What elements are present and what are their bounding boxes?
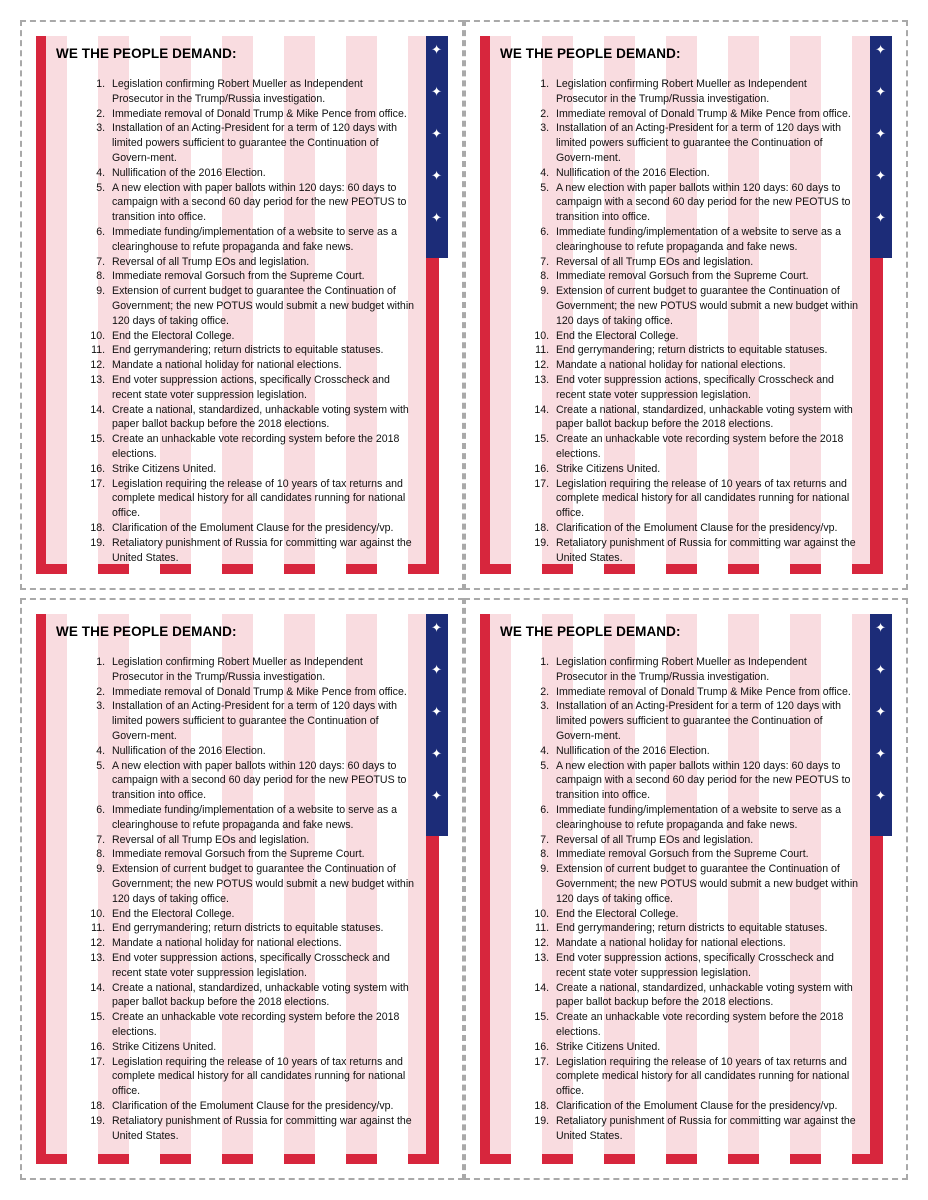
- flyer-title: WE THE PEOPLE DEMAND:: [500, 624, 681, 639]
- demand-item: 14. Create a national, standardized, unhackable voting system with paper ballot backup before the 2018 elections.: [552, 403, 860, 433]
- flyer: [480, 36, 892, 574]
- flyer: [36, 614, 448, 1164]
- demand-item: 3. Installation of an Acting-President for a term of 120 days with limited powers sufficient to guarantee the Continuation of Govern-ment.: [108, 699, 416, 743]
- demand-item: 8. Immediate removal Gorsuch from the Supreme Court.: [108, 269, 416, 284]
- demand-item: 5. A new election with paper ballots within 120 days: 60 days to campaign with a second 60 day period for the new PEOTUS to transition into office.: [108, 181, 416, 225]
- demand-item: 19. Retaliatory punishment of Russia for committing war against the United States.: [108, 1114, 416, 1144]
- star-icon: ✦: [431, 127, 442, 142]
- demand-item: 9. Extension of current budget to guarantee the Continuation of Government; the new POTUS would submit a new budget within 120 days of taking office.: [552, 862, 860, 906]
- demands-list: [56, 77, 416, 565]
- demand-item: 11. End gerrymandering; return districts to equitable statuses.: [552, 921, 860, 936]
- flag-canton: [870, 614, 892, 836]
- star-icon: ✦: [431, 43, 442, 58]
- demand-item: 2. Immediate removal of Donald Trump & Mike Pence from office.: [552, 107, 860, 122]
- demand-item: 6. Immediate funding/implementation of a website to serve as a clearinghouse to refute propaganda and fake news.: [552, 803, 860, 833]
- demands-list: [500, 77, 860, 565]
- star-icon: ✦: [431, 789, 442, 804]
- demand-item: 19. Retaliatory punishment of Russia for committing war against the United States.: [552, 536, 860, 566]
- demand-item: 11. End gerrymandering; return districts to equitable statuses.: [108, 343, 416, 358]
- demand-item: 13. End voter suppression actions, specifically Crosscheck and recent state voter suppression legislation.: [108, 373, 416, 403]
- demand-item: 3. Installation of an Acting-President for a term of 120 days with limited powers sufficient to guarantee the Continuation of Govern-ment.: [108, 121, 416, 165]
- demand-item: 6. Immediate funding/implementation of a website to serve as a clearinghouse to refute propaganda and fake news.: [108, 803, 416, 833]
- demand-item: 19. Retaliatory punishment of Russia for committing war against the United States.: [108, 536, 416, 566]
- demand-item: 7. Reversal of all Trump EOs and legislation.: [552, 833, 860, 848]
- demand-item: 16. Strike Citizens United.: [552, 462, 860, 477]
- star-icon: ✦: [875, 747, 886, 762]
- demand-item: 16. Strike Citizens United.: [108, 462, 416, 477]
- demand-item: 13. End voter suppression actions, specifically Crosscheck and recent state voter suppression legislation.: [108, 951, 416, 981]
- demand-item: 18. Clarification of the Emolument Clause for the presidency/vp.: [552, 521, 860, 536]
- demand-item: 7. Reversal of all Trump EOs and legislation.: [108, 833, 416, 848]
- demand-item: 11. End gerrymandering; return districts to equitable statuses.: [552, 343, 860, 358]
- flyer: [480, 614, 892, 1164]
- flag-canton: [426, 614, 448, 836]
- demand-item: 17. Legislation requiring the release of 10 years of tax returns and complete medical history for all candidates running for national office.: [552, 1055, 860, 1099]
- star-icon: ✦: [431, 705, 442, 720]
- demand-item: 3. Installation of an Acting-President for a term of 120 days with limited powers sufficient to guarantee the Continuation of Govern-ment.: [552, 121, 860, 165]
- demand-item: 12. Mandate a national holiday for national elections.: [552, 936, 860, 951]
- star-icon: ✦: [431, 169, 442, 184]
- demand-item: 4. Nullification of the 2016 Election.: [552, 744, 860, 759]
- star-icon: ✦: [875, 621, 886, 636]
- demand-item: 13. End voter suppression actions, specifically Crosscheck and recent state voter suppression legislation.: [552, 951, 860, 981]
- demand-item: 4. Nullification of the 2016 Election.: [108, 744, 416, 759]
- flyer-cell-bottom-left: [20, 598, 464, 1180]
- demand-item: 16. Strike Citizens United.: [552, 1040, 860, 1055]
- demand-item: 15. Create an unhackable vote recording system before the 2018 elections.: [552, 432, 860, 462]
- flag-canton: [426, 36, 448, 258]
- demand-item: 10. End the Electoral College.: [552, 907, 860, 922]
- demand-item: 14. Create a national, standardized, unhackable voting system with paper ballot backup before the 2018 elections.: [108, 403, 416, 433]
- star-icon: ✦: [875, 663, 886, 678]
- demand-item: 7. Reversal of all Trump EOs and legislation.: [108, 255, 416, 270]
- demand-item: 18. Clarification of the Emolument Clause for the presidency/vp.: [552, 1099, 860, 1114]
- flyer-cell-top-right: [464, 20, 908, 590]
- demand-item: 3. Installation of an Acting-President for a term of 120 days with limited powers sufficient to guarantee the Continuation of Govern-ment.: [552, 699, 860, 743]
- demand-item: 8. Immediate removal Gorsuch from the Supreme Court.: [108, 847, 416, 862]
- demand-item: 12. Mandate a national holiday for national elections.: [108, 936, 416, 951]
- demand-item: 15. Create an unhackable vote recording system before the 2018 elections.: [552, 1010, 860, 1040]
- demand-item: 1. Legislation confirming Robert Mueller as Independent Prosecutor in the Trump/Russia investigation.: [108, 77, 416, 107]
- demand-item: 18. Clarification of the Emolument Clause for the presidency/vp.: [108, 521, 416, 536]
- demand-item: 10. End the Electoral College.: [552, 329, 860, 344]
- flyer-title: WE THE PEOPLE DEMAND:: [56, 46, 237, 61]
- demand-item: 8. Immediate removal Gorsuch from the Supreme Court.: [552, 269, 860, 284]
- star-icon: ✦: [431, 621, 442, 636]
- star-icon: ✦: [431, 211, 442, 226]
- demand-item: 19. Retaliatory punishment of Russia for committing war against the United States.: [552, 1114, 860, 1144]
- demand-item: 10. End the Electoral College.: [108, 329, 416, 344]
- demand-item: 16. Strike Citizens United.: [108, 1040, 416, 1055]
- flyer-cell-bottom-right: [464, 598, 908, 1180]
- star-icon: ✦: [431, 85, 442, 100]
- demand-item: 15. Create an unhackable vote recording system before the 2018 elections.: [108, 432, 416, 462]
- star-icon: ✦: [875, 169, 886, 184]
- demand-item: 4. Nullification of the 2016 Election.: [108, 166, 416, 181]
- demand-item: 6. Immediate funding/implementation of a website to serve as a clearinghouse to refute propaganda and fake news.: [108, 225, 416, 255]
- demand-item: 13. End voter suppression actions, specifically Crosscheck and recent state voter suppression legislation.: [552, 373, 860, 403]
- demands-panel: [46, 614, 426, 1154]
- demands-panel: [46, 36, 426, 564]
- demand-item: 17. Legislation requiring the release of 10 years of tax returns and complete medical history for all candidates running for national office.: [552, 477, 860, 521]
- demand-item: 2. Immediate removal of Donald Trump & Mike Pence from office.: [108, 685, 416, 700]
- flyer-title: WE THE PEOPLE DEMAND:: [56, 624, 237, 639]
- star-icon: ✦: [431, 663, 442, 678]
- demand-item: 17. Legislation requiring the release of 10 years of tax returns and complete medical history for all candidates running for national office.: [108, 1055, 416, 1099]
- demand-item: 12. Mandate a national holiday for national elections.: [552, 358, 860, 373]
- demand-item: 18. Clarification of the Emolument Clause for the presidency/vp.: [108, 1099, 416, 1114]
- demand-item: 9. Extension of current budget to guarantee the Continuation of Government; the new POTUS would submit a new budget within 120 days of taking office.: [108, 862, 416, 906]
- flyer-cell-top-left: [20, 20, 464, 590]
- star-icon: ✦: [431, 747, 442, 762]
- demand-item: 1. Legislation confirming Robert Mueller as Independent Prosecutor in the Trump/Russia investigation.: [108, 655, 416, 685]
- demand-item: 17. Legislation requiring the release of 10 years of tax returns and complete medical history for all candidates running for national office.: [108, 477, 416, 521]
- demand-item: 2. Immediate removal of Donald Trump & Mike Pence from office.: [552, 685, 860, 700]
- demand-item: 10. End the Electoral College.: [108, 907, 416, 922]
- flyer: [36, 36, 448, 574]
- demand-item: 9. Extension of current budget to guarantee the Continuation of Government; the new POTUS would submit a new budget within 120 days of taking office.: [108, 284, 416, 328]
- demand-item: 7. Reversal of all Trump EOs and legislation.: [552, 255, 860, 270]
- demand-item: 14. Create a national, standardized, unhackable voting system with paper ballot backup before the 2018 elections.: [108, 981, 416, 1011]
- star-icon: ✦: [875, 43, 886, 58]
- star-icon: ✦: [875, 85, 886, 100]
- demand-item: 1. Legislation confirming Robert Mueller as Independent Prosecutor in the Trump/Russia investigation.: [552, 655, 860, 685]
- star-icon: ✦: [875, 127, 886, 142]
- demands-list: [500, 655, 860, 1143]
- demand-item: 9. Extension of current budget to guarantee the Continuation of Government; the new POTUS would submit a new budget within 120 days of taking office.: [552, 284, 860, 328]
- star-icon: ✦: [875, 789, 886, 804]
- demand-item: 11. End gerrymandering; return districts to equitable statuses.: [108, 921, 416, 936]
- demand-item: 2. Immediate removal of Donald Trump & Mike Pence from office.: [108, 107, 416, 122]
- star-icon: ✦: [875, 705, 886, 720]
- demand-item: 1. Legislation confirming Robert Mueller as Independent Prosecutor in the Trump/Russia investigation.: [552, 77, 860, 107]
- star-icon: ✦: [875, 211, 886, 226]
- demand-item: 5. A new election with paper ballots within 120 days: 60 days to campaign with a second 60 day period for the new PEOTUS to transition into office.: [552, 759, 860, 803]
- demands-panel: [490, 614, 870, 1154]
- demands-panel: [490, 36, 870, 564]
- demands-list: [56, 655, 416, 1143]
- demand-item: 12. Mandate a national holiday for national elections.: [108, 358, 416, 373]
- demand-item: 5. A new election with paper ballots within 120 days: 60 days to campaign with a second 60 day period for the new PEOTUS to transition into office.: [552, 181, 860, 225]
- demand-item: 4. Nullification of the 2016 Election.: [552, 166, 860, 181]
- demand-item: 6. Immediate funding/implementation of a website to serve as a clearinghouse to refute propaganda and fake news.: [552, 225, 860, 255]
- demand-item: 15. Create an unhackable vote recording system before the 2018 elections.: [108, 1010, 416, 1040]
- flag-canton: [870, 36, 892, 258]
- flyer-title: WE THE PEOPLE DEMAND:: [500, 46, 681, 61]
- demand-item: 5. A new election with paper ballots within 120 days: 60 days to campaign with a second 60 day period for the new PEOTUS to transition into office.: [108, 759, 416, 803]
- demand-item: 14. Create a national, standardized, unhackable voting system with paper ballot backup before the 2018 elections.: [552, 981, 860, 1011]
- demand-item: 8. Immediate removal Gorsuch from the Supreme Court.: [552, 847, 860, 862]
